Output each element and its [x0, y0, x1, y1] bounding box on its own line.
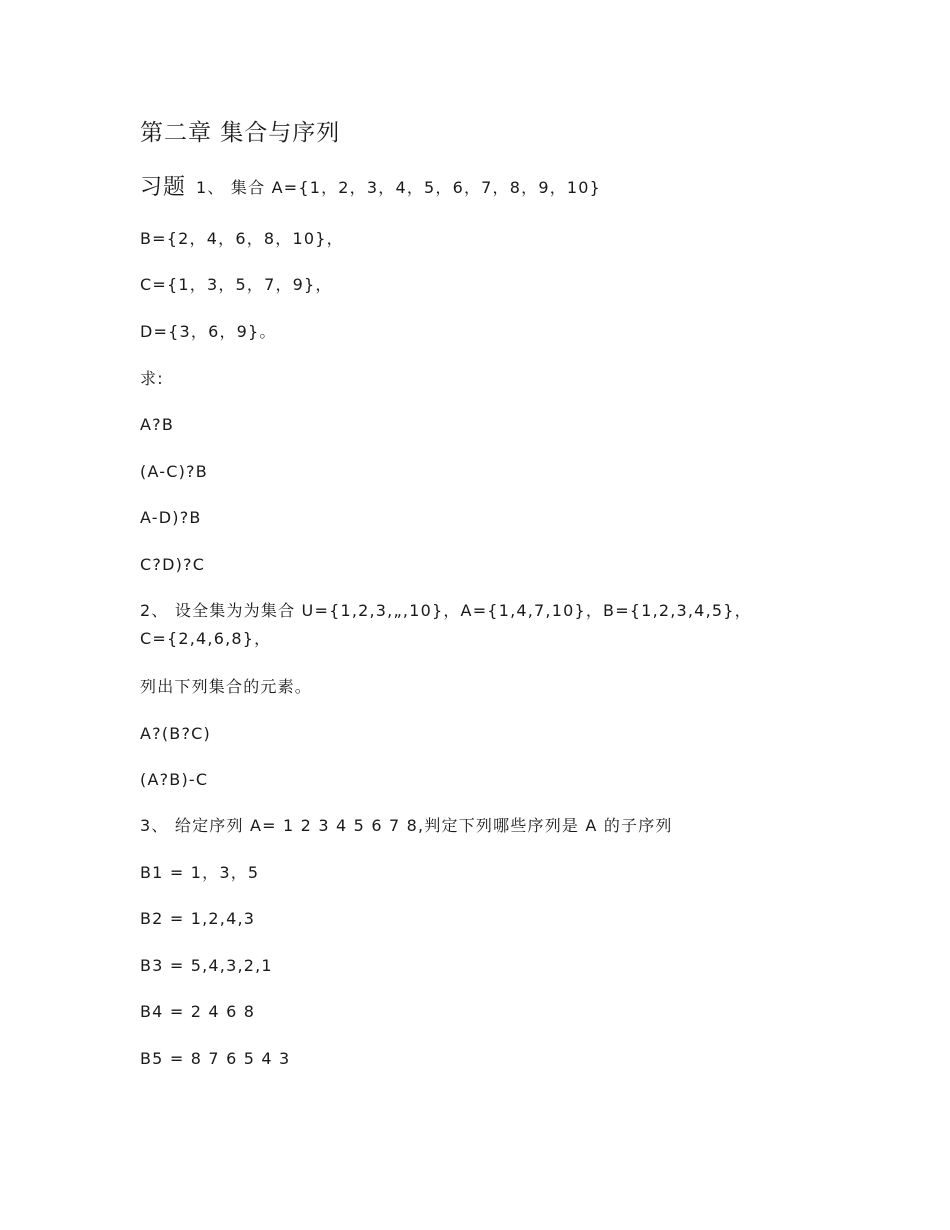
expression-4: C?D)?C: [140, 555, 206, 574]
sequence-b1: B1 = 1，3，5: [140, 863, 260, 882]
expression-3: A-D)?B: [140, 508, 202, 527]
sequence-b2: B2 = 1,2,4,3: [140, 909, 256, 928]
expression-6: (A?B)-C: [140, 770, 209, 789]
set-d-definition: D={3，6，9}。: [140, 322, 277, 341]
question-prompt: 求:: [140, 369, 164, 388]
chapter-title: 第二章 集合与序列: [140, 120, 341, 146]
set-a-definition: 1、 集合 A={1，2，3，4，5，6，7，8，9，10}: [196, 178, 602, 197]
set-c-definition: C={1，3，5，7，9}，: [140, 275, 333, 294]
exercise-2-instruction: 列出下列集合的元素。: [140, 677, 313, 696]
sequence-b5: B5 = 8 7 6 5 4 3: [140, 1049, 291, 1068]
exercise-1-intro: [140, 175, 602, 200]
sequence-b4: B4 = 2 4 6 8: [140, 1002, 256, 1021]
expression-2: (A-C)?B: [140, 462, 208, 481]
expression-1: A?B: [140, 415, 175, 434]
exercise-2-statement: 2、 设全集为为集合 U={1,2,3,„,10}，A={1,4,7,10}，B={1,2,3,4,5}，: [140, 601, 752, 620]
expression-5: A?(B?C): [140, 724, 211, 743]
exercise-3-statement: 3、 给定序列 A= 1 2 3 4 5 6 7 8,判定下列哪些序列是 A 的子序列: [140, 816, 673, 835]
exercise-2-set-c: C={2,4,6,8}，: [140, 629, 272, 648]
set-b-definition: B={2，4，6，8，10}，: [140, 229, 344, 248]
sequence-b3: B3 = 5,4,3,2,1: [140, 956, 273, 975]
exercise-label: 习题: [140, 175, 187, 200]
